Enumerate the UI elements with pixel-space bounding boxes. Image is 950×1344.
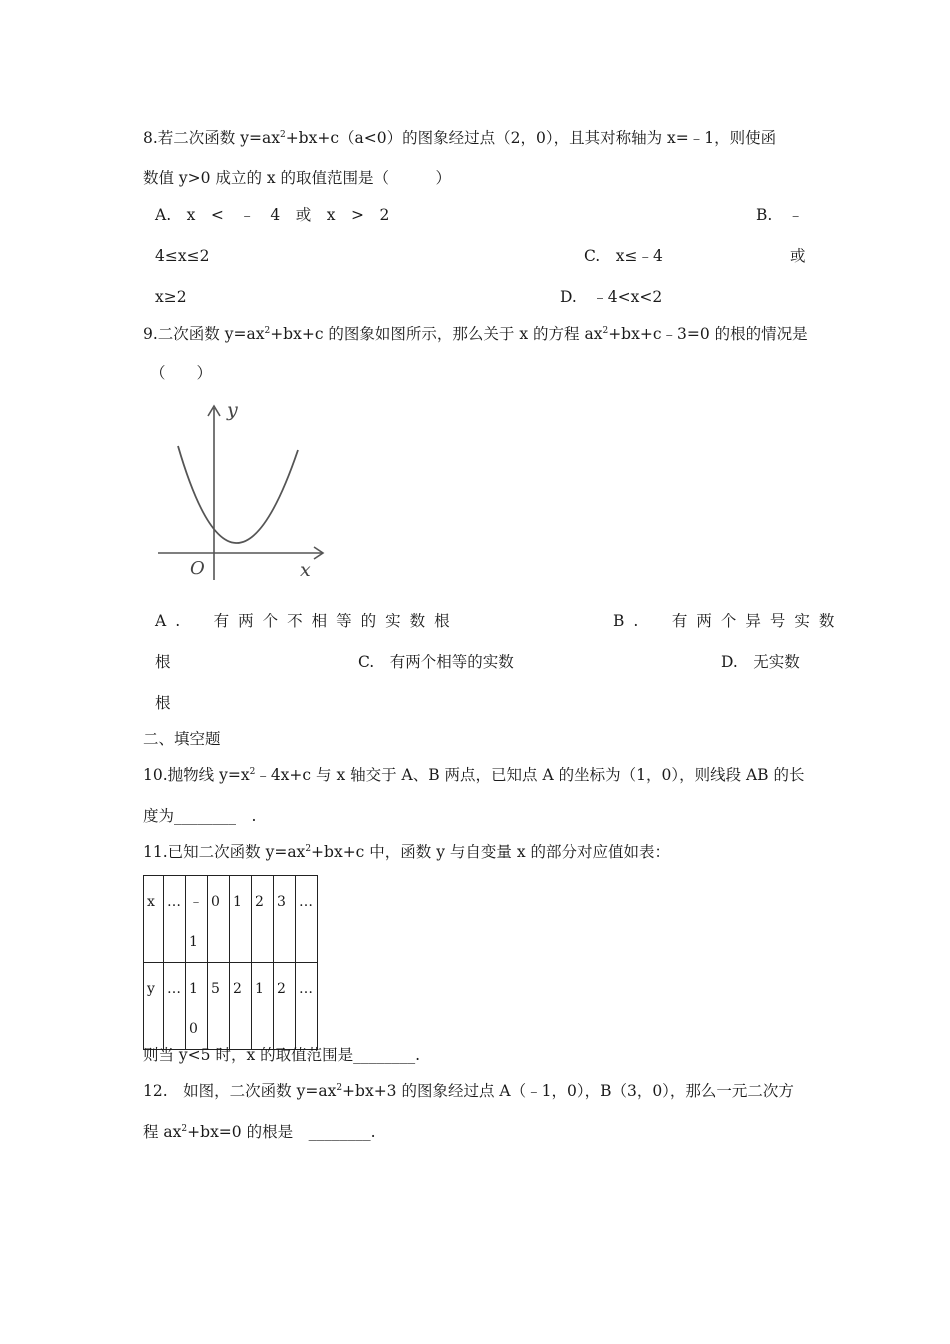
q10-stem-line2: 度为________ . (143, 807, 257, 825)
parabola-curve (178, 446, 298, 543)
x-axis-label: x (300, 559, 311, 581)
table-cell: ﹣1 (186, 876, 208, 963)
table-cell: 2 (274, 963, 296, 1050)
table-row (144, 876, 318, 963)
q9-option-b: B. 有两个异号实数 (613, 612, 844, 630)
q12-text: 程 ax (143, 1123, 182, 1141)
q9-exponent: 2 (602, 326, 609, 336)
q8-option-b: B. ﹣ (756, 206, 804, 224)
q12-text: +bx+3 的图象经过点 A（﹣1，0），B（3，0），那么一元二次方 (342, 1082, 794, 1100)
origin-label: O (190, 558, 205, 579)
q9-text: 9.二次函数 y=ax (143, 325, 265, 343)
q9-stem-line2: （ ） (150, 364, 213, 382)
q9-text: +bx+c﹣3=0 的根的情况是 (608, 325, 808, 343)
q8-text: 8.若二次函数 y=ax (143, 129, 280, 147)
q12-text: 12. 如图，二次函数 y=ax (143, 1082, 337, 1100)
q9-exponent: 2 (264, 326, 271, 336)
table-cell: 10 (186, 963, 208, 1050)
table-cell: … (296, 963, 318, 1050)
q8-text: +bx+c（a<0）的图象经过点（2，0），且其对称轴为 x=﹣1，则使函 (285, 129, 777, 147)
q12-exponent: 2 (181, 1124, 188, 1134)
table-cell: 2 (230, 963, 252, 1050)
table-cell: 1 (252, 963, 274, 1050)
table-cell: 5 (208, 963, 230, 1050)
table-cell: y (144, 963, 164, 1050)
table-cell: 2 (252, 876, 274, 963)
q12-stem-line2 (143, 1122, 376, 1142)
table-cell: … (164, 876, 186, 963)
q8-option-c-or: 或 (790, 247, 806, 265)
q11-text: 11.已知二次函数 y=ax (143, 843, 306, 861)
q8-exponent: 2 (279, 130, 286, 140)
q9-option-d-cont: 根 (155, 694, 171, 712)
q10-text: ﹣4x+c 与 x 轴交于 A、B 两点，已知点 A 的坐标为（1，0），则线段 AB 的长 (255, 766, 805, 784)
parabola-graph (150, 398, 335, 588)
q8-option-d: D. ﹣4<x<2 (560, 288, 663, 306)
q8-option-b-cont: 4≤x≤2 (155, 247, 210, 265)
table-cell: x (144, 876, 164, 963)
table-cell: 1 (230, 876, 252, 963)
table-cell: 3 (274, 876, 296, 963)
q10-text: 10.抛物线 y=x (143, 766, 250, 784)
q12-text: +bx=0 的根是 ________. (187, 1123, 376, 1141)
q9-option-c: C. 有两个相等的实数 (358, 653, 514, 671)
q9-option-d: D. 无实数 (721, 653, 800, 671)
table-cell: … (164, 963, 186, 1050)
q11-text: +bx+c 中，函数 y 与自变量 x 的部分对应值如表： (311, 843, 671, 861)
q9-text: +bx+c 的图象如图所示，那么关于 x 的方程 ax (270, 325, 603, 343)
section-title: 二、填空题 (143, 730, 221, 748)
q8-option-a: A. x < ﹣ 4 或 x > 2 (155, 206, 390, 224)
q12-exponent: 2 (336, 1083, 343, 1093)
table-cell: 0 (208, 876, 230, 963)
q11-stem-line1 (143, 842, 670, 862)
value-table (143, 875, 318, 1050)
q9-stem-line1 (143, 324, 808, 344)
y-axis-label: y (227, 399, 238, 421)
q10-stem-line1 (143, 765, 805, 785)
q9-option-b-cont: 根 (155, 653, 171, 671)
q11-stem-after-table: 则当 y<5 时，x 的取值范围是________. (143, 1046, 421, 1064)
q10-exponent: 2 (249, 767, 256, 777)
q8-stem-line1 (143, 128, 776, 148)
q9-option-a: A. 有两个不相等的实数根 (155, 612, 459, 630)
q11-exponent: 2 (305, 844, 312, 854)
q8-option-c: C. x≤﹣4 (584, 247, 663, 265)
table-cell: … (296, 876, 318, 963)
table-row (144, 963, 318, 1050)
q12-stem-line1 (143, 1081, 794, 1101)
q8-option-c-cont: x≥2 (155, 288, 187, 306)
q8-stem-line2: 数值 y>0 成立的 x 的取值范围是（ ） (143, 169, 452, 187)
